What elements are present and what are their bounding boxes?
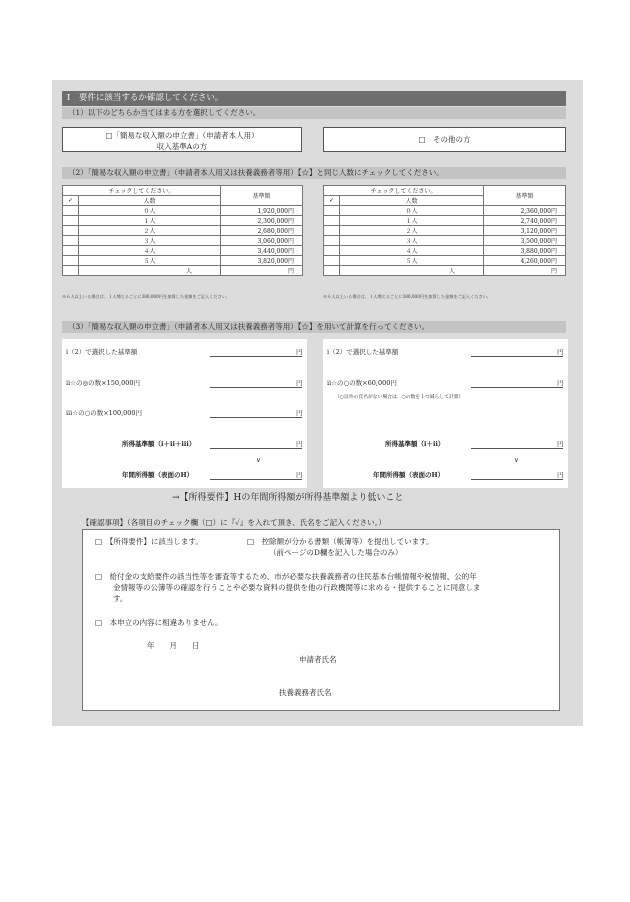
check-cell[interactable] bbox=[63, 226, 79, 236]
calc-left-i-field[interactable] bbox=[210, 356, 302, 357]
calc-right-ii-note: （○以外の氏名がない場合は、○の数を１つ減らして計算） bbox=[335, 395, 464, 400]
option-a-sublabel: 収入基準Aの方 bbox=[156, 142, 208, 151]
calc-left-annual-label: 年間所得額（表面のH） bbox=[122, 471, 194, 479]
table-row: ２人 2,680,000円 bbox=[63, 226, 303, 236]
check-cell[interactable] bbox=[63, 216, 79, 226]
check-cell[interactable] bbox=[63, 266, 79, 276]
section-title: Ⅰ 要件に該当するか確認してください。 bbox=[62, 91, 566, 106]
table-row: ４人 3,880,000円 bbox=[324, 246, 566, 256]
calc-left-total-label: 所得基準額（ⅰ＋ⅱ＋ⅲ） bbox=[122, 440, 196, 448]
table-row: ０人 2,360,000円 bbox=[324, 206, 566, 216]
check-cell[interactable] bbox=[324, 246, 340, 256]
table-row: １人 2,740,000円 bbox=[324, 216, 566, 226]
check-mark-header: ✓ bbox=[324, 196, 340, 206]
checkbox-income-requirement[interactable]: □ 【所得要件】に該当します。 bbox=[95, 537, 203, 546]
check-cell[interactable] bbox=[63, 256, 79, 266]
calc-panel-right: ⅰ（2）で選択した基準額 円 ⅱ☆の○の数×60,000円 円 （○以外の氏名がない場合は、○の数を１つ減らして計算） 所得基準額（ⅰ＋ⅱ） 円 ∨ 年間所得額（表面のH） 円 bbox=[323, 339, 568, 488]
confirm-title: 【確認事項】（各項目のチェック欄（□）に『✓』を入れて頂き、氏名をご記入ください。） bbox=[82, 518, 386, 527]
question-3-header: （3）「簡易な収入額の申立書」（申請者本人用又は扶養義務者等用）【☆】を用いて計算を行ってください。 bbox=[62, 321, 566, 333]
question-2-header: （2）「簡易な収入額の申立書」（申請者本人用又は扶養義務者等用）【☆】と同じ人数にチェックしてください。 bbox=[62, 167, 566, 179]
calc-left-ii-label: ⅱ☆の◎の数×150,000円 bbox=[66, 379, 140, 387]
calc-left-iii-field[interactable] bbox=[210, 417, 302, 418]
check-cell[interactable] bbox=[324, 256, 340, 266]
table-row: ４人 3,440,000円 bbox=[63, 246, 303, 256]
question-1-header: （1）以下のどちらか当てはまる方を選択してください。 bbox=[62, 107, 566, 119]
base-amount-header: 基準額 bbox=[484, 186, 566, 206]
confirm-box bbox=[82, 529, 560, 711]
check-cell[interactable] bbox=[63, 236, 79, 246]
calc-right-annual-label: 年間所得額（表面のH） bbox=[373, 471, 445, 479]
date-field[interactable]: 年 月 日 bbox=[147, 641, 200, 650]
calc-right-i-label: ⅰ（2）で選択した基準額 bbox=[327, 348, 399, 356]
calc-right-total-label: 所得基準額（ⅰ＋ⅱ） bbox=[385, 440, 445, 448]
people-header: 人数 bbox=[79, 196, 221, 206]
deduction-docs-note: （前ページのD欄を記入した場合のみ） bbox=[269, 548, 403, 557]
option-other-label: □ その他の方 bbox=[418, 135, 471, 144]
table-row: ５人 4,260,000円 bbox=[324, 256, 566, 266]
table-row: 人 円 bbox=[324, 266, 566, 276]
base-amount-table-left bbox=[62, 185, 303, 276]
calc-left-ii-field[interactable] bbox=[210, 387, 302, 388]
table-row: ３人 3,500,000円 bbox=[324, 236, 566, 246]
calc-left-iii-label: ⅲ☆の○の数×100,000円 bbox=[66, 409, 143, 417]
table-right-note: ※６人以上いる場合は、１人増えるごとに380,000円を加算した金額をご記入ください。 bbox=[323, 294, 492, 299]
check-cell[interactable] bbox=[324, 266, 340, 276]
greater-than-symbol: ∨ bbox=[256, 456, 261, 464]
check-cell[interactable] bbox=[63, 206, 79, 216]
table-row: １人 2,300,000円 bbox=[63, 216, 303, 226]
consent-text-line2: 金情報等の公簿等の確認を行うことや必要な資料の提供を他の行政機関等に求める・提供することに同意しま bbox=[113, 583, 481, 592]
table-row: ２人 3,120,000円 bbox=[324, 226, 566, 236]
base-amount-header: 基準額 bbox=[221, 186, 303, 206]
check-cell[interactable] bbox=[324, 216, 340, 226]
check-instruction: チェックしてください。 bbox=[324, 186, 484, 196]
checkbox-deduction-docs[interactable]: □ 控除額が分かる書類（帳簿等）を提出しています。 bbox=[247, 537, 434, 546]
check-cell[interactable] bbox=[63, 246, 79, 256]
applicant-name-label: 申請者氏名 bbox=[299, 655, 337, 664]
supporter-name-label: 扶養義務者氏名 bbox=[279, 688, 332, 697]
people-header: 人数 bbox=[340, 196, 484, 206]
check-cell[interactable] bbox=[324, 226, 340, 236]
calc-panel-left: ⅰ（2）で選択した基準額 円 ⅱ☆の◎の数×150,000円 円 ⅲ☆の○の数×100,000円 円 所得基準額（ⅰ＋ⅱ＋ⅲ） 円 ∨ 年間所得額（表面のH） 円 bbox=[62, 339, 307, 488]
check-cell[interactable] bbox=[324, 206, 340, 216]
calc-right-ii-label: ⅱ☆の○の数×60,000円 bbox=[327, 379, 397, 387]
table-row: ５人 3,820,000円 bbox=[63, 256, 303, 266]
table-left-note: ※６人以上いる場合は、１人増えるごとに380,000円を加算した金額をご記入ください。 bbox=[62, 294, 231, 299]
calc-right-annual-field[interactable] bbox=[471, 479, 563, 480]
checkbox-consent[interactable]: □ 給付金の支給要件の該当性等を審査等するため、市が必要な扶養義務者の住民基本台帳情報や税情報、公的年 bbox=[95, 572, 477, 581]
calc-left-i-label: ⅰ（2）で選択した基準額 bbox=[66, 348, 138, 356]
table-row: ０人 1,920,000円 bbox=[63, 206, 303, 216]
calc-right-i-field[interactable] bbox=[471, 356, 563, 357]
option-other-box[interactable] bbox=[323, 127, 566, 152]
calc-left-annual-field[interactable] bbox=[210, 479, 302, 480]
calc-left-total-field[interactable] bbox=[210, 448, 302, 449]
check-cell[interactable] bbox=[324, 236, 340, 246]
base-amount-table-right bbox=[323, 185, 566, 276]
greater-than-symbol: ∨ bbox=[514, 456, 519, 464]
calc-right-ii-field[interactable] bbox=[471, 387, 563, 388]
table-row: ３人 3,060,000円 bbox=[63, 236, 303, 246]
option-a-label: □「簡易な収入額の申立書」（申請者本人用） bbox=[105, 131, 259, 140]
table-row: 人 円 bbox=[63, 266, 303, 276]
check-instruction: チェックしてください。 bbox=[63, 186, 221, 196]
consent-text-line3: す。 bbox=[113, 594, 128, 603]
check-mark-header: ✓ bbox=[63, 196, 79, 206]
income-requirement: →【所得要件】Hの年間所得額が所得基準額より低いこと bbox=[172, 493, 404, 503]
calc-right-total-field[interactable] bbox=[471, 448, 563, 449]
option-a-box[interactable] bbox=[62, 127, 302, 152]
checkbox-no-discrepancy[interactable]: □ 本申立の内容に相違ありません。 bbox=[95, 618, 223, 627]
